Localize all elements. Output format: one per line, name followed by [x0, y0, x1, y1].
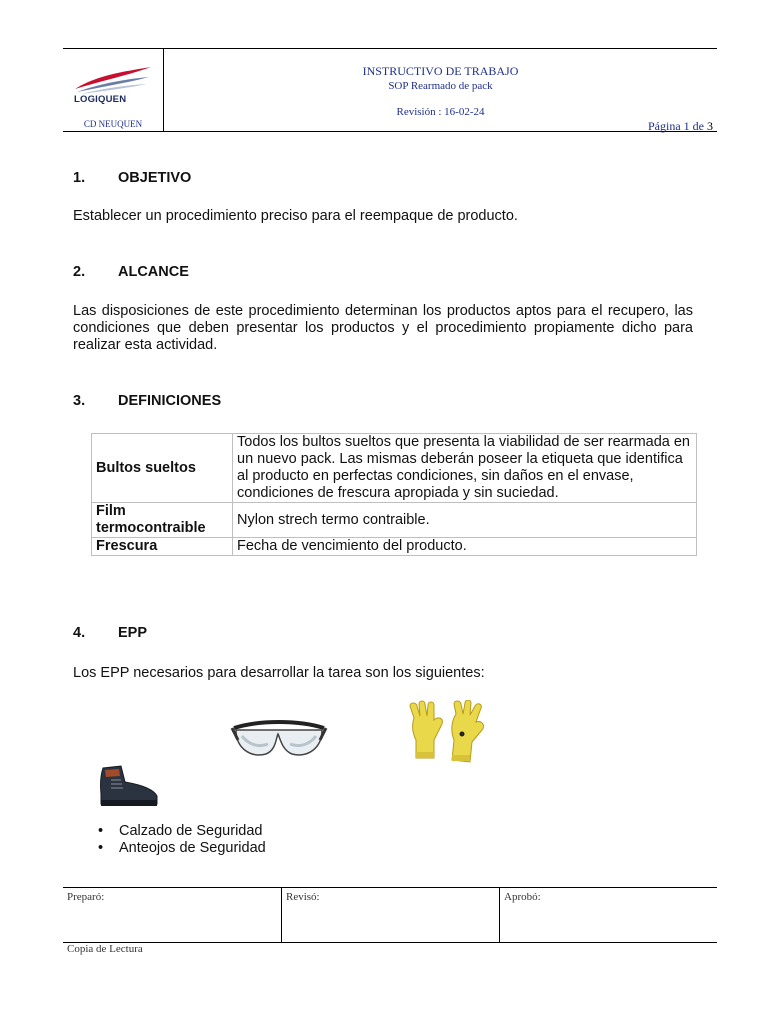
- approved-cell: [500, 888, 717, 942]
- section-title: EPP: [118, 625, 148, 641]
- safety-gloves-icon: [404, 700, 490, 766]
- alcance-text: Las disposiciones de este procedimiento determinan los productos aptos para el recupero, las condiciones que deben presentar los productos y el procedimiento propiamente dicho para realizar esta actividad.: [73, 303, 693, 353]
- section-number: 2.: [73, 264, 86, 280]
- reviewed-label: Revisó:: [286, 891, 320, 903]
- section-heading-epp: [73, 625, 673, 645]
- definition-cell: Todos los bultos sueltos que presenta la viabilidad de ser rearmada en un nuevo pack. Las mismas deberán poseer la etiqueta que identifica al producto en perfectas condiciones, sin daños en el envase, condiciones de frescura apropiada y sin suciedad.: [233, 434, 697, 503]
- document-header: [63, 48, 717, 132]
- objetivo-text: Establecer un procedimiento preciso para el reempaque de producto.: [73, 208, 518, 224]
- logo-wordmark: LOGIQUEN: [74, 94, 127, 105]
- header-info: [164, 49, 717, 131]
- table-row: [92, 503, 697, 538]
- term-cell: Frescura: [92, 538, 233, 556]
- document-subtitle: SOP Rearmado de pack: [388, 80, 493, 92]
- safety-glasses-icon: [230, 718, 328, 766]
- section-heading-objetivo: [73, 170, 673, 190]
- section-heading-definiciones: [73, 393, 673, 413]
- section-number: 3.: [73, 393, 86, 409]
- page-prefix: Página 1 de: [648, 119, 707, 133]
- approved-label: Aprobó:: [504, 891, 541, 903]
- logiquen-logo-icon: [71, 63, 155, 95]
- section-title: ALCANCE: [118, 264, 189, 280]
- prepared-label: Preparó:: [67, 891, 105, 903]
- epp-list: [98, 823, 266, 857]
- reviewed-cell: [282, 888, 500, 942]
- list-item: • Calzado de Seguridad: [98, 823, 266, 840]
- page-total: 3: [707, 119, 713, 133]
- term-cell: Bultos sueltos: [92, 434, 233, 503]
- section-number: 1.: [73, 170, 86, 186]
- definition-cell: Nylon strech termo contraible.: [233, 503, 697, 538]
- logo-block: [63, 49, 164, 131]
- document-title: INSTRUCTIVO DE TRABAJO: [362, 64, 519, 78]
- table-row: [92, 538, 697, 556]
- section-title: OBJETIVO: [118, 170, 192, 186]
- section-title: DEFINICIONES: [118, 393, 222, 409]
- section-heading-alcance: [73, 264, 673, 284]
- epp-text: Los EPP necesarios para desarrollar la tarea son los siguientes:: [73, 665, 485, 681]
- signature-footer: [63, 887, 717, 943]
- safety-boot-icon: [97, 764, 161, 808]
- copy-note: Copia de Lectura: [67, 943, 143, 955]
- term-cell: Film termocontraible: [92, 503, 233, 538]
- definition-cell: Fecha de vencimiento del producto.: [233, 538, 697, 556]
- table-row: [92, 434, 697, 503]
- location-label: CD NEUQUEN: [83, 119, 143, 129]
- revision-label: Revisión : 16-02-24: [396, 106, 485, 118]
- definitions-table: [91, 433, 697, 556]
- section-number: 4.: [73, 625, 86, 641]
- page-indicator: [648, 119, 713, 134]
- prepared-cell: [63, 888, 282, 942]
- list-item: • Anteojos de Seguridad: [98, 840, 266, 857]
